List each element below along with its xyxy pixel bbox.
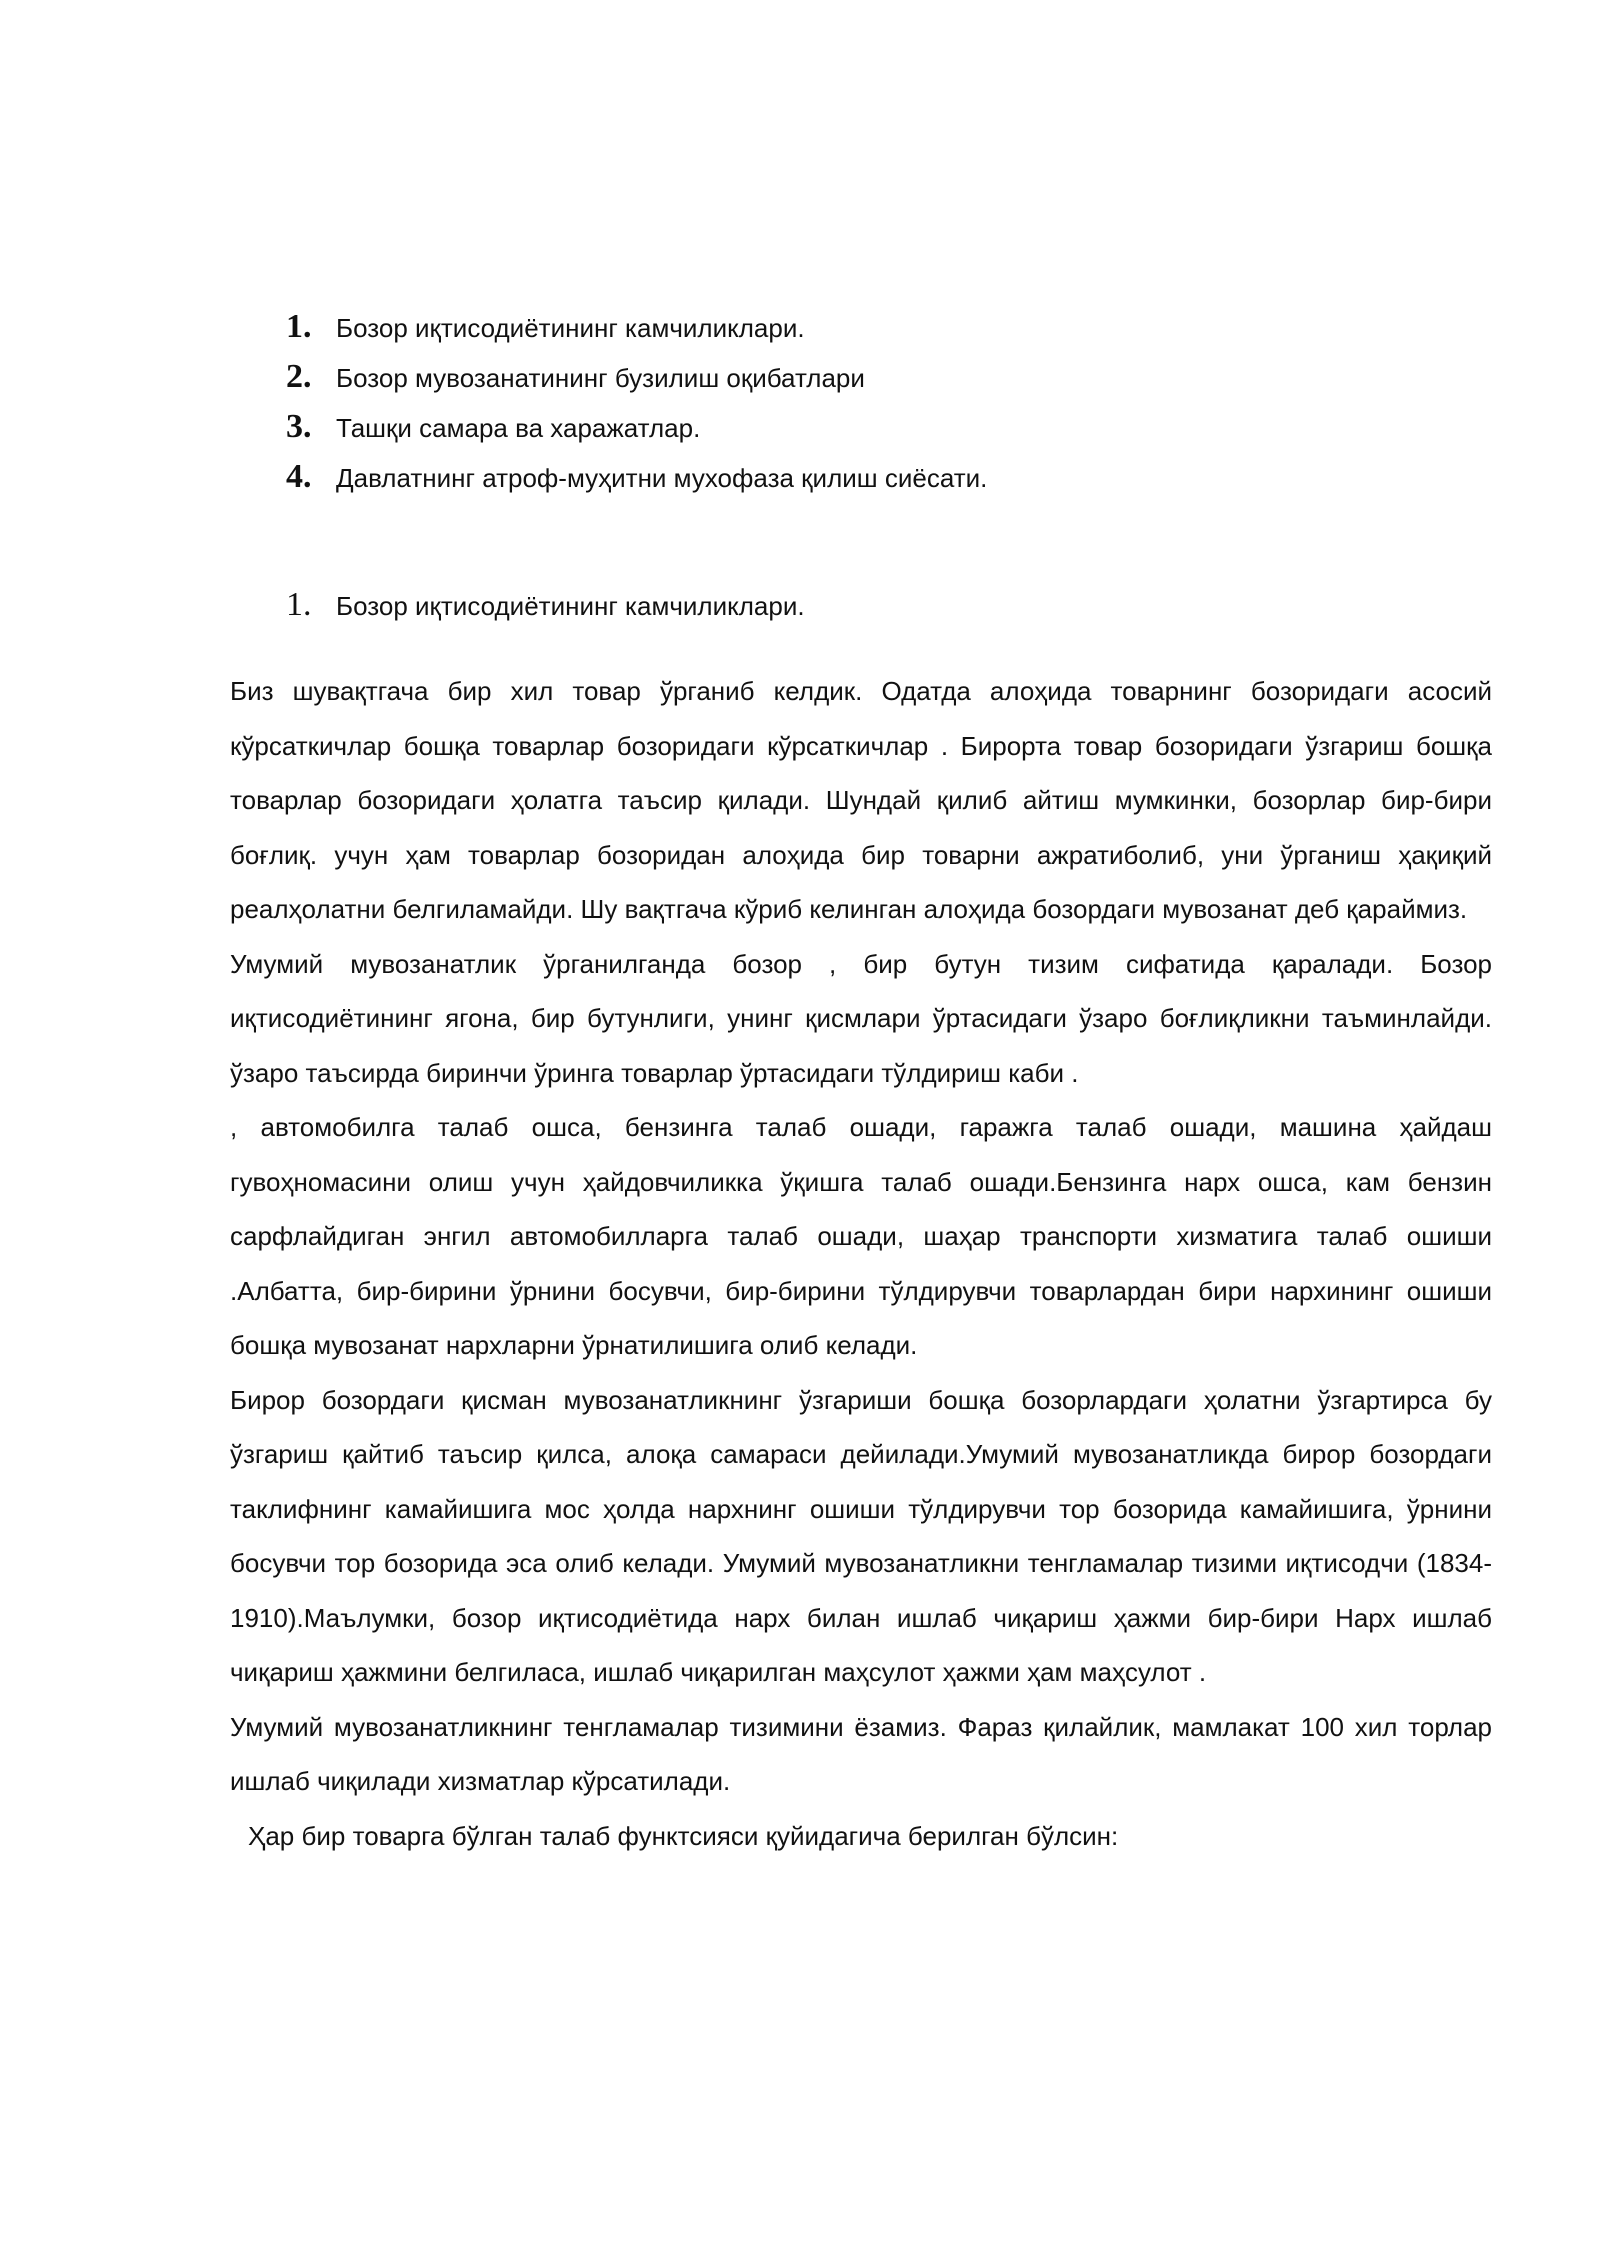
- paragraph: Ҳар бир товарга бўлган талаб функтсияси қуйидагича берилган бўлсин:: [248, 1820, 1119, 1851]
- body-text: [230, 664, 1492, 1863]
- outline-item-number: 2.: [286, 358, 312, 395]
- outline-item-text: Ташқи самара ва харажатлар.: [336, 413, 701, 443]
- section-heading-title: Бозор иқтисодиётининг камчиликлари.: [336, 591, 805, 621]
- section-heading-number: 1.: [286, 586, 312, 623]
- outline-item-number: 3.: [286, 408, 312, 445]
- outline-item: [286, 352, 987, 402]
- outline-item-number: 1.: [286, 308, 312, 345]
- outline-list: [286, 302, 987, 502]
- paragraph: , автомобилга талаб ошса, бензинга талаб ошади, гаражга талаб ошади, машина ҳайдаш гувоҳномасини олиш учун ҳайдовчиликка ўқишга талаб ошади.Бензинга нарх ошса, кам бензин сарфлайдиган энгил автомобилларга талаб ошади, шаҳар транспорти хизматига талаб ошиши .Албатта, бир-бирини ўрнини босувчи, бир-бирини тўлдирувчи товарлардан бири нархининг ошиши бошқа мувозанат нархларни ўрнатилишига олиб келади.: [230, 1112, 1492, 1360]
- outline-item-number: 4.: [286, 458, 312, 495]
- outline-item-text: Бозор мувозанатининг бузилиш оқибатлари: [336, 363, 865, 393]
- outline-item: [286, 452, 987, 502]
- section-heading: [286, 580, 805, 636]
- paragraph: Биз шувақтгача бир хил товар ўрганиб келдик. Одатда алоҳида товарнинг бозоридаги асосий кўрсаткичлар бошқа товарлар бозоридаги кўрсаткичлар . Бирорта товар бозоридаги ўзгариш бошқа товарлар бозоридаги ҳолатга таъсир қилади. Шундай қилиб айтиш мумкинки, бозорлар бир-бири боғлиқ. учун ҳам товарлар бозоридан алоҳида бир товарни ажратиболиб, уни ўрганиш ҳақиқий реалҳолатни белгиламайди. Шу вақтгача кўриб келинган алоҳида бозордаги мувозанат деб қараймиз.: [230, 676, 1492, 924]
- paragraph: Бирор бозордаги қисман мувозанатликнинг ўзгариши бошқа бозорлардаги ҳолатни ўзгартирса бу ўзгариш қайтиб таъсир қилса, алоқа самараси дейилади.Умумий мувозанатликда бирор бозордаги таклифнинг камайишига мос ҳолда нархнинг ошиши тўлдирувчи тор бозорида камайишига, ўрнини босувчи тор бозорида эса олиб келади. Умумий мувозанатликни тенгламалар тизими иқтисодчи (1834-1910).Маълумки, бозор иқтисодиётида нарх билан ишлаб чиқариш ҳажми бир-бири Нарх ишлаб чиқариш ҳажмини белгиласа, ишлаб чиқарилган маҳсулот ҳажми ҳам маҳсулот .: [230, 1384, 1492, 1687]
- outline-item: [286, 302, 987, 352]
- paragraph: Умумий мувозанатлик ўрганилганда бозор , бир бутун тизим сифатида қаралади. Бозор иқтисодиётининг ягона, бир бутунлиги, унинг қисмлари ўртасидаги ўзаро боғлиқликни таъминлайди. ўзаро таъсирда биринчи ўринга товарлар ўртасидаги тўлдириш каби .: [230, 948, 1492, 1088]
- outline-item-text: Бозор иқтисодиётининг камчиликлари.: [336, 313, 805, 343]
- paragraph: Умумий мувозанатликнинг тенгламалар тизимини ёзамиз. Фараз қилайлик, мамлакат 100 хил торлар ишлаб чиқилади хизматлар кўрсатилади.: [230, 1711, 1492, 1796]
- outline-item-text: Давлатнинг атроф-муҳитни мухофаза қилиш сиёсати.: [336, 463, 988, 493]
- outline-item: [286, 402, 987, 452]
